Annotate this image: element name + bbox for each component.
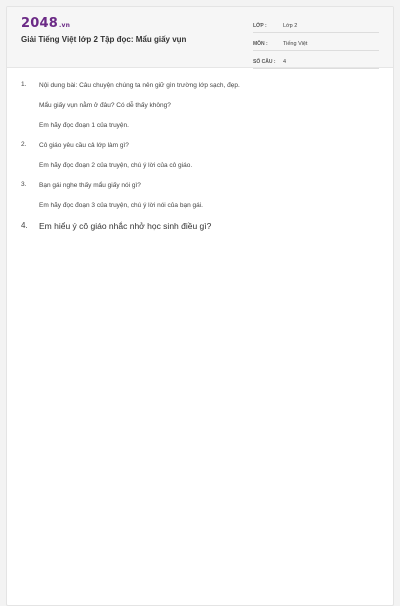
meta-value-count: 4 (283, 59, 287, 65)
meta-label-subject: MÔN : (253, 41, 268, 47)
meta-label-count: SỐ CÂU : (253, 59, 276, 65)
meta-row-grade (253, 16, 379, 33)
question-subtext: Em hãy đọc đoạn 3 của truyện, chú ý lời nói của bạn gái. (39, 202, 203, 209)
worksheet-header (7, 7, 393, 68)
site-logo[interactable] (21, 16, 70, 31)
question-item (21, 221, 381, 232)
question-number: 3. (21, 181, 27, 188)
question-item (21, 141, 381, 170)
logo-suffix: .vn (58, 22, 71, 29)
meta-value-grade: Lớp 2 (283, 23, 298, 29)
question-number: 2. (21, 141, 27, 148)
worksheet-meta (253, 16, 379, 70)
question-subtext: Em hãy đọc đoạn 2 của truyện, chú ý lời của cô giáo. (39, 162, 193, 169)
question-subtext: Mẩu giấy vụn nằm ở đâu? Có dễ thấy không? (39, 102, 171, 109)
meta-value-subject: Tiếng Việt (283, 41, 308, 47)
question-number: 1. (21, 81, 27, 88)
question-item (21, 81, 381, 130)
question-item (21, 181, 381, 210)
question-list (21, 81, 381, 243)
meta-row-count (253, 52, 379, 69)
worksheet (6, 6, 394, 606)
logo-text: 2048 (21, 16, 58, 31)
question-subtext: Em hãy đọc đoạn 1 của truyện. (39, 122, 129, 129)
question-text: Em hiểu ý cô giáo nhắc nhở học sinh điều gì? (39, 221, 212, 231)
question-text: Cô giáo yêu cầu cả lớp làm gì? (39, 142, 129, 149)
question-text: Bạn gái nghe thấy mẩu giấy nói gì? (39, 182, 141, 189)
meta-row-subject (253, 34, 379, 51)
question-text: Nội dung bài: Câu chuyện chúng ta nên giữ gìn trường lớp sạch, đẹp. (39, 82, 240, 89)
question-number: 4. (21, 221, 28, 230)
meta-label-grade: LỚP : (253, 23, 267, 29)
worksheet-title: Giải Tiếng Việt lớp 2 Tập đọc: Mẩu giấy vụn (21, 35, 187, 44)
